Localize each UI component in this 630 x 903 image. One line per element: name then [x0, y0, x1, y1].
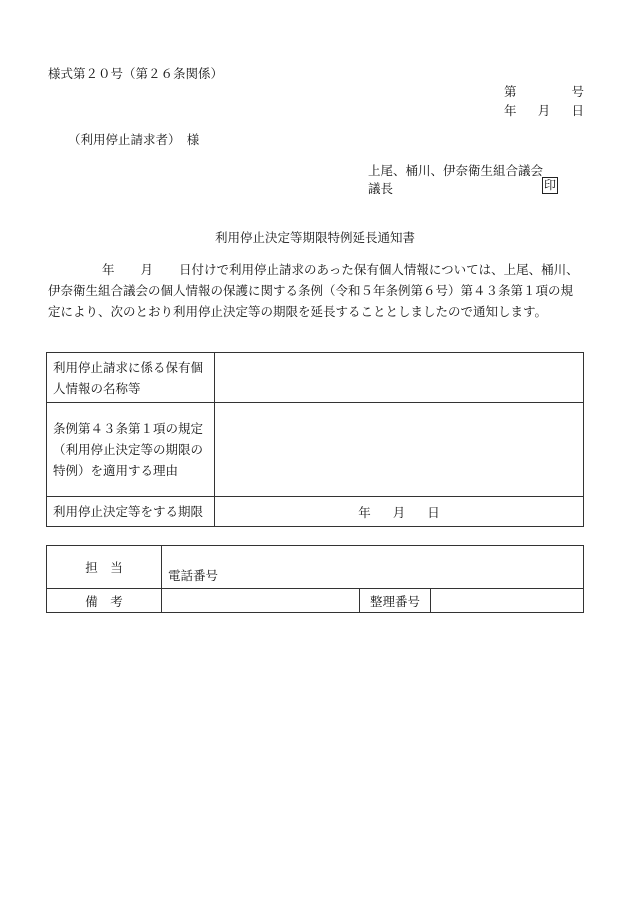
doc-number-prefix: 第 [504, 84, 517, 99]
table-row [47, 589, 584, 613]
document-date [504, 101, 584, 119]
reason-value[interactable] [215, 403, 584, 497]
remarks-label: 備 考 [47, 589, 162, 613]
main-table [46, 352, 584, 527]
table-row [47, 546, 584, 589]
date-year: 年 [504, 103, 517, 118]
issuer-organization: 上尾、桶川、伊奈衛生組合議会 [368, 163, 544, 178]
ref-number-value[interactable] [431, 589, 584, 613]
reason-label: 条例第４３条第１項の規定（利用停止決定等の期限の特例）を適用する理由 [47, 403, 215, 497]
remarks-value[interactable] [162, 589, 360, 613]
deadline-year: 年 [358, 504, 371, 520]
form-number: 様式第２０号（第２６条関係） [48, 66, 224, 81]
issuer-title-row [368, 179, 558, 197]
body-text: 日付けで利用停止請求のあった保有個人情報については、上尾、桶川、伊奈衛生組合議会の個人情報の保護に関する条例（令和５年条例第６号）第４３条第１項の規定により、次のとおり利用停止決定等の期限を延長することとしましたので通知します。 [48, 262, 579, 319]
phone-label: 電話番号 [168, 568, 219, 583]
table-row [47, 403, 584, 497]
deadline-day: 日 [427, 504, 440, 520]
date-month: 月 [537, 103, 551, 118]
deadline-value[interactable] [215, 497, 584, 527]
deadline-label: 利用停止決定等をする期限 [47, 497, 215, 527]
seal-mark: 印 [543, 178, 556, 192]
document-number [504, 82, 584, 100]
deadline-month: 月 [392, 504, 406, 520]
info-name-value[interactable] [215, 353, 584, 403]
issuer-title: 議長 [368, 181, 394, 196]
table-row [47, 497, 584, 527]
body-year: 年 [102, 262, 115, 277]
contact-value[interactable] [162, 546, 584, 589]
date-day: 日 [571, 103, 584, 118]
contact-label: 担 当 [47, 546, 162, 589]
document-title: 利用停止決定等期限特例延長通知書 [214, 230, 415, 245]
body-month: 月 [140, 262, 154, 277]
contact-table [46, 545, 584, 613]
body-paragraph [48, 259, 584, 322]
info-name-label: 利用停止請求に係る保有個人情報の名称等 [47, 353, 215, 403]
doc-number-suffix: 号 [571, 84, 584, 99]
recipient: （利用停止請求者） 様 [68, 132, 200, 147]
table-row [47, 353, 584, 403]
ref-number-label: 整理番号 [360, 589, 431, 613]
